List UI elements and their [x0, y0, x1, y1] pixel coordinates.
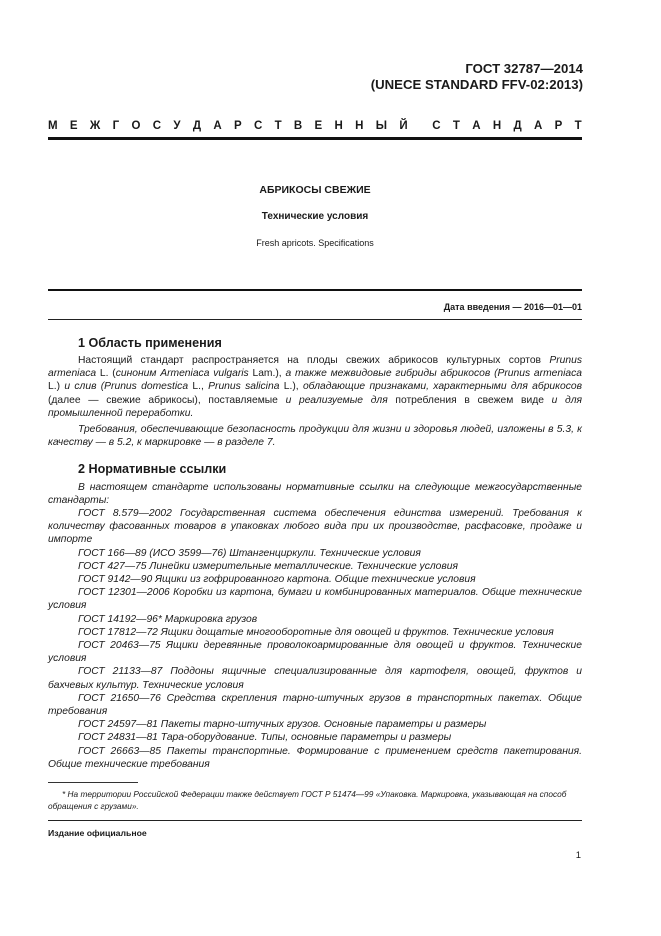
banner-letter: Е	[314, 120, 323, 132]
page-number: 1	[575, 850, 581, 861]
reference-text: ГОСТ 17812—72 Ящики дощатые многооборотные для овощей и фруктов. Технические условия	[78, 626, 554, 638]
banner-letter: Р	[233, 120, 242, 132]
reference-text: ГОСТ 9142—90 Ящики из гофрированного картона. Общие технические условия	[78, 574, 476, 586]
reference-text: ГОСТ 24831—81 Тара-оборудование. Типы, основные параметры и размеры	[78, 732, 452, 744]
banner-letter: А	[533, 120, 543, 132]
reference-item	[48, 718, 582, 731]
banner-letter: Н	[492, 120, 502, 132]
reference-text: ГОСТ 8.579—2002 Государственная система обеспечения единства измерений. Требования к количеству фасованных товаров в упаковках любого вида при их производстве, расфасовке, продаже и импорте	[48, 508, 582, 546]
banner-letter: Е	[69, 120, 78, 132]
reference-item	[48, 613, 582, 626]
normative-references-list	[48, 507, 582, 771]
footer-rule	[48, 820, 582, 821]
reference-item	[48, 547, 582, 560]
reference-text: ГОСТ 24597—81 Пакеты тарно-штучных грузов. Основные параметры и размеры	[78, 719, 487, 731]
section-1-paragraph-1: Настоящий стандарт распространяется на плоды свежих абрикосов культурных сортов Prunus armeniaca L. (синоним Armeniaca vulgaris Lam.), а также межвидовые гибриды абрикосов (Prunus armeniaca L.) и слив (Prunus domestica L., Prunus salicina L.), обладающие признаками, характерными для абрикосов (далее — свежие абрикосы), поставляемые и реализуемые для потребления в свежем виде и для промышленной переработки.	[48, 355, 583, 419]
reference-text: ГОСТ 21650—76 Средства скрепления тарно-штучных грузов в транспортных пакетах. Общие требования	[48, 692, 582, 718]
reference-text: ГОСТ 20463—75 Ящики деревянные проволокоармированные для овощей и фруктов. Технические условия	[48, 640, 582, 665]
interstate-standard-banner	[48, 120, 582, 132]
reference-item	[48, 626, 582, 639]
header-rule	[48, 137, 582, 140]
banner-letter: М	[48, 120, 58, 132]
banner-letter: Н	[355, 120, 364, 132]
reference-text: ГОСТ 427—75 Линейки измерительные металлические. Технические условия	[78, 560, 458, 572]
gost-number: ГОСТ 32787—2014	[465, 61, 583, 76]
banner-letter: А	[472, 120, 481, 132]
banner-letter: Й	[399, 120, 408, 132]
banner-letter: Д	[513, 120, 522, 132]
footnote-rule	[48, 782, 138, 783]
banner-letter: Ж	[89, 120, 101, 132]
reference-text: ГОСТ 14192—96* Маркировка грузов	[78, 613, 258, 625]
section-1-heading: 1 Область применения	[78, 336, 222, 350]
reference-text: ГОСТ 166—89 (ИСО 3599—76) Штангенциркули. Технические условия	[78, 547, 421, 559]
banner-letter: С	[253, 120, 263, 132]
reference-item	[48, 507, 582, 547]
document-designation	[371, 61, 583, 93]
reference-item	[48, 731, 582, 744]
banner-letter: Ы	[375, 120, 388, 132]
banner-letter: Т	[452, 120, 460, 132]
reference-item	[48, 573, 582, 586]
banner-letter: Н	[334, 120, 343, 132]
reference-item	[48, 745, 582, 771]
banner-letter: Т	[274, 120, 282, 132]
footnote: * На территории Российской Федерации также действует ГОСТ Р 51474—99 «Упаковка. Маркировка, указывающая на способ обращения с грузами».	[48, 789, 567, 811]
title-rule	[48, 289, 582, 291]
section-2-heading: 2 Нормативные ссылки	[78, 462, 227, 476]
reference-text: ГОСТ 21133—87 Поддоны ящичные специализированные для картофеля, овощей, фруктов и бахчевых культур. Технические условия	[48, 666, 582, 691]
reference-item	[48, 665, 582, 691]
reference-item	[48, 692, 582, 718]
banner-letter: Т	[574, 120, 582, 132]
document-title: АБРИКОСЫ СВЕЖИЕ	[259, 184, 371, 196]
reference-text: ГОСТ 26663—85 Пакеты транспортные. Формирование с применением средств пакетирования. Общие технические требования	[48, 745, 582, 770]
banner-letter: С	[432, 120, 441, 132]
banner-letter: Д	[192, 120, 202, 132]
reference-item	[48, 586, 582, 612]
banner-letter: Р	[554, 120, 563, 132]
reference-item	[48, 639, 582, 665]
document-title-english: Fresh apricots. Specifications	[256, 238, 374, 248]
section-1-paragraph-2: Требования, обеспечивающие безопасность продукции для жизни и здоровья людей, изложены в 5.3, к качеству — в 5.2, к маркировке — в разделе 7.	[48, 424, 582, 449]
document-subtitle: Технические условия	[261, 211, 369, 222]
banner-letter: В	[293, 120, 303, 132]
reference-item	[48, 560, 582, 573]
banner-letter: А	[213, 120, 222, 132]
unece-standard: (UNECE STANDARD FFV-02:2013)	[370, 77, 583, 92]
section-2-intro: В настоящем стандарте использованы нормативные ссылки на следующие межгосударственные стандарты:	[48, 482, 582, 507]
banner-letter: У	[173, 120, 181, 132]
date-rule	[48, 319, 582, 320]
banner-letter: Г	[112, 120, 120, 132]
banner-letter: С	[152, 120, 162, 132]
reference-text: ГОСТ 12301—2006 Коробки из картона, бумаги и комбинированных материалов. Общие технические условия	[48, 587, 582, 612]
introduction-date: Дата введения — 2016—01—01	[443, 302, 582, 312]
banner-letter: О	[131, 120, 141, 132]
official-edition-label: Издание официальное	[48, 828, 147, 838]
